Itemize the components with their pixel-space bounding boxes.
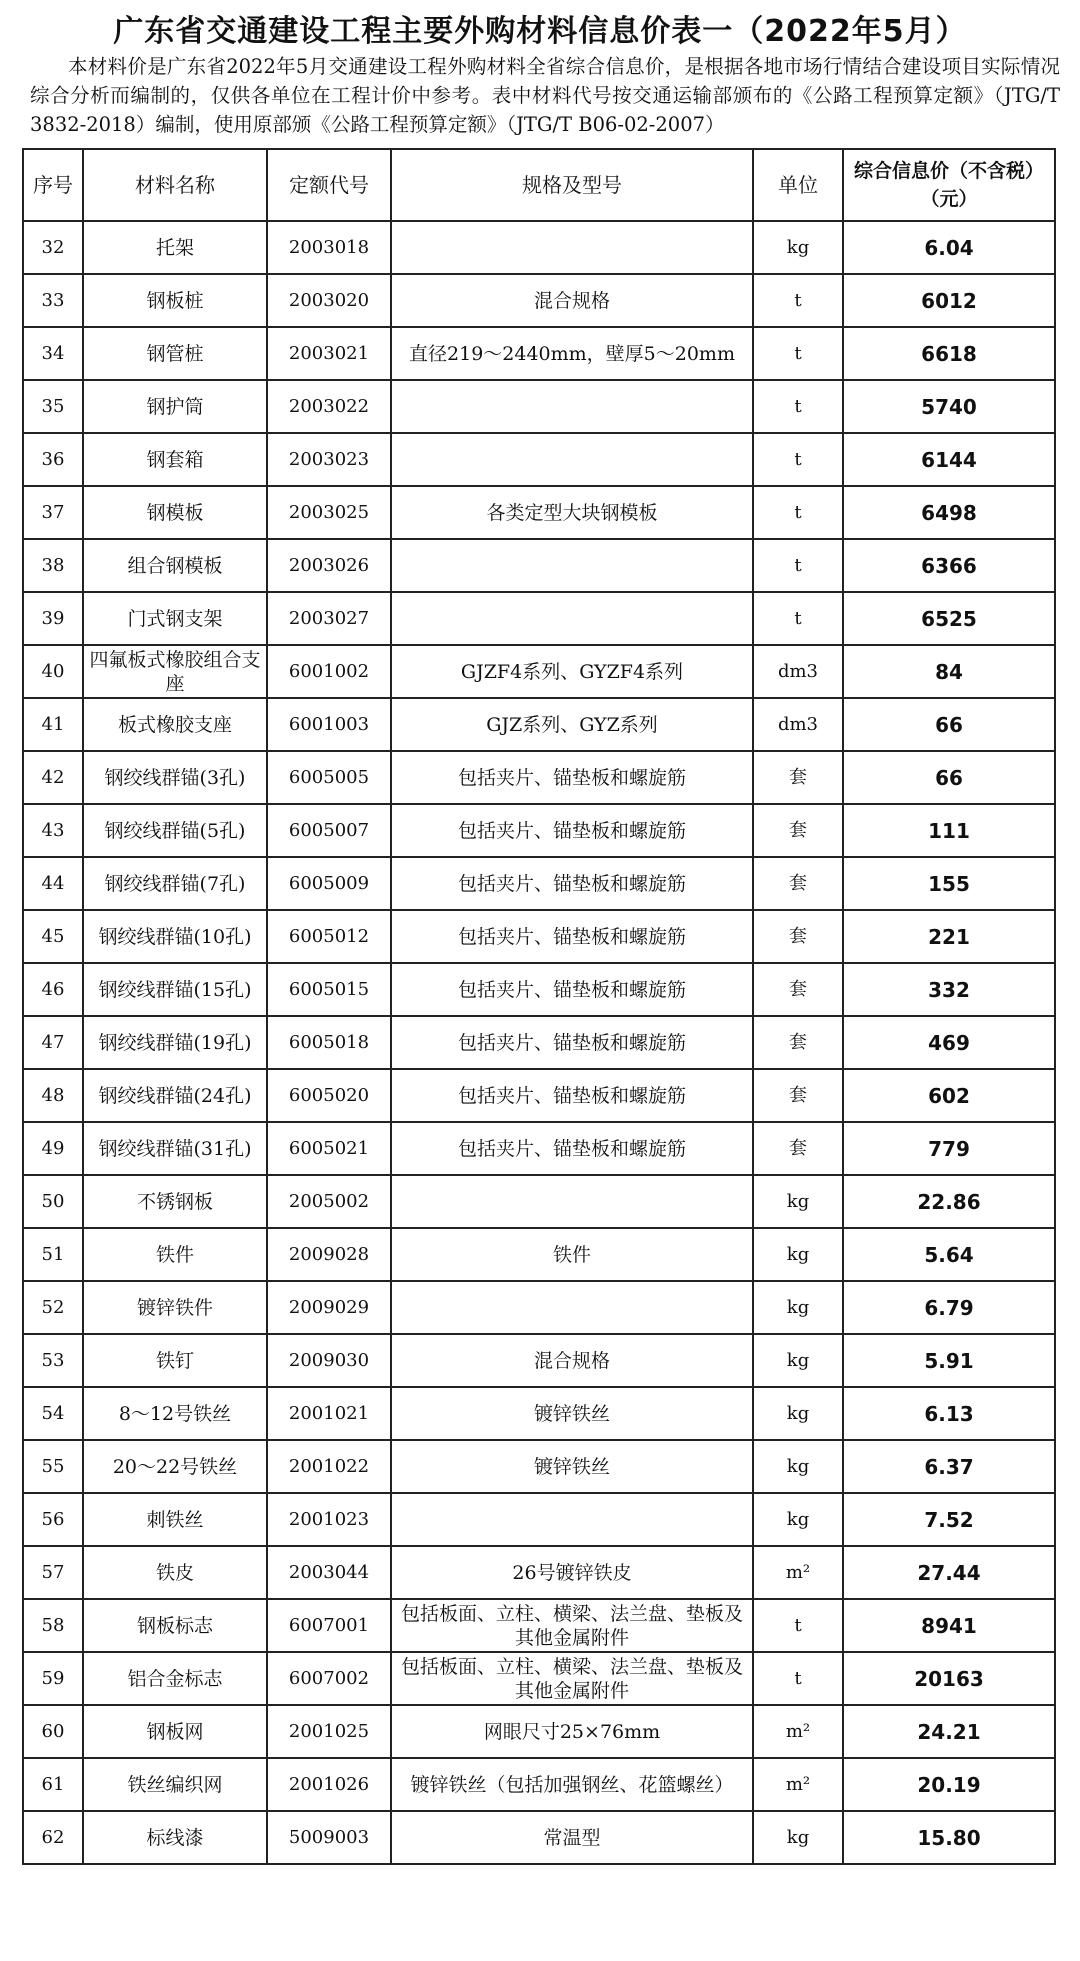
row-spec [391,1281,753,1334]
row-seq: 56 [23,1493,83,1546]
row-price: 6498 [843,486,1055,539]
row-seq: 44 [23,857,83,910]
row-seq: 33 [23,274,83,327]
row-spec [391,539,753,592]
page-title: 广东省交通建设工程主要外购材料信息价表一（2022年5月） [113,14,967,49]
row-seq: 41 [23,698,83,751]
row-unit: kg [753,1387,843,1440]
row-unit: kg [753,1228,843,1281]
row-price: 84 [843,645,1055,698]
row-name: 标线漆 [83,1811,267,1864]
row-name: 钢绞线群锚(15孔) [83,963,267,1016]
row-code: 2003026 [267,539,391,592]
row-spec: 网眼尺寸25×76mm [391,1705,753,1758]
row-price: 469 [843,1016,1055,1069]
row-spec [391,1493,753,1546]
row-seq: 36 [23,433,83,486]
table-row [23,1387,1055,1440]
row-unit: t [753,327,843,380]
row-name: 镀锌铁件 [83,1281,267,1334]
row-spec: 包括夹片、锚垫板和螺旋筋 [391,1122,753,1175]
row-price: 7.52 [843,1493,1055,1546]
row-code: 5009003 [267,1811,391,1864]
table-row [23,1493,1055,1546]
table-row [23,1122,1055,1175]
row-code: 2001023 [267,1493,391,1546]
row-unit: t [753,592,843,645]
row-name: 门式钢支架 [83,592,267,645]
row-unit: t [753,274,843,327]
row-name: 钢绞线群锚(7孔) [83,857,267,910]
row-code: 2009029 [267,1281,391,1334]
row-spec: 混合规格 [391,1334,753,1387]
row-spec: 常温型 [391,1811,753,1864]
row-unit: kg [753,1334,843,1387]
row-code: 2003021 [267,327,391,380]
header-name: 材料名称 [83,149,267,221]
table-row [23,433,1055,486]
row-price: 6.13 [843,1387,1055,1440]
row-code: 6005021 [267,1122,391,1175]
row-code: 6005009 [267,857,391,910]
row-code: 6007002 [267,1652,391,1705]
row-code: 2003022 [267,380,391,433]
table-row [23,327,1055,380]
row-name: 铁皮 [83,1546,267,1599]
row-seq: 35 [23,380,83,433]
row-name: 钢绞线群锚(5孔) [83,804,267,857]
row-unit: kg [753,1281,843,1334]
table-row [23,1228,1055,1281]
row-spec [391,221,753,274]
row-seq: 32 [23,221,83,274]
row-seq: 34 [23,327,83,380]
row-seq: 60 [23,1705,83,1758]
row-spec: 铁件 [391,1228,753,1281]
table-header-row [23,149,1055,221]
row-name: 钢绞线群锚(24孔) [83,1069,267,1122]
table-row [23,1705,1055,1758]
table-row [23,698,1055,751]
row-price: 6.04 [843,221,1055,274]
row-unit: kg [753,1811,843,1864]
row-seq: 46 [23,963,83,1016]
row-unit: m² [753,1758,843,1811]
row-price: 5.91 [843,1334,1055,1387]
row-seq: 42 [23,751,83,804]
row-name: 托架 [83,221,267,274]
row-price: 66 [843,698,1055,751]
row-spec [391,592,753,645]
row-spec: 包括夹片、锚垫板和螺旋筋 [391,1016,753,1069]
row-code: 6005018 [267,1016,391,1069]
row-unit: t [753,1652,843,1705]
row-seq: 52 [23,1281,83,1334]
row-name: 钢模板 [83,486,267,539]
row-seq: 49 [23,1122,83,1175]
table-row [23,1652,1055,1705]
table-row [23,804,1055,857]
row-code: 2003027 [267,592,391,645]
row-seq: 57 [23,1546,83,1599]
row-unit: t [753,539,843,592]
intro-paragraph: 本材料价是广东省2022年5月交通建设工程外购材料全省综合信息价，是根据各地市场行情结合建设项目实际情况综合分析而编制的，仅供各单位在工程计价中参考。表中材料代号按交通运输部颁布的《公路工程预算定额》（JTG/T 3832-2018）编制，使用原部颁《公路工程预算定额》（JTG/T B06-02-2007） [30,55,1060,136]
row-price: 24.21 [843,1705,1055,1758]
header-seq: 序号 [23,149,83,221]
row-price: 27.44 [843,1546,1055,1599]
row-code: 2003023 [267,433,391,486]
table-row [23,274,1055,327]
row-code: 2009028 [267,1228,391,1281]
row-unit: 套 [753,1069,843,1122]
row-name: 组合钢模板 [83,539,267,592]
row-seq: 55 [23,1440,83,1493]
row-name: 不锈钢板 [83,1175,267,1228]
row-unit: t [753,433,843,486]
row-price: 66 [843,751,1055,804]
row-seq: 58 [23,1599,83,1652]
row-seq: 48 [23,1069,83,1122]
row-code: 6005007 [267,804,391,857]
price-table [22,148,1056,1865]
row-unit: kg [753,221,843,274]
table-row [23,221,1055,274]
row-name: 钢护筒 [83,380,267,433]
row-spec: 包括夹片、锚垫板和螺旋筋 [391,857,753,910]
table-row [23,1175,1055,1228]
row-unit: dm3 [753,645,843,698]
table-row [23,1546,1055,1599]
row-unit: 套 [753,1016,843,1069]
row-unit: t [753,486,843,539]
row-spec: 包括板面、立柱、横梁、法兰盘、垫板及其他金属附件 [391,1599,753,1652]
row-code: 6001003 [267,698,391,751]
table-row [23,1334,1055,1387]
row-price: 6525 [843,592,1055,645]
row-seq: 37 [23,486,83,539]
row-seq: 62 [23,1811,83,1864]
row-unit: m² [753,1546,843,1599]
row-spec [391,380,753,433]
row-name: 四氟板式橡胶组合支座 [83,645,267,698]
row-name: 8～12号铁丝 [83,1387,267,1440]
row-spec: GJZ系列、GYZ系列 [391,698,753,751]
row-unit: kg [753,1493,843,1546]
row-spec: 直径219～2440mm，壁厚5～20mm [391,327,753,380]
header-spec: 规格及型号 [391,149,753,221]
row-name: 铁钉 [83,1334,267,1387]
row-code: 6001002 [267,645,391,698]
row-seq: 51 [23,1228,83,1281]
row-unit: t [753,1599,843,1652]
row-code: 2009030 [267,1334,391,1387]
row-price: 602 [843,1069,1055,1122]
row-code: 6005015 [267,963,391,1016]
row-spec: 包括板面、立柱、横梁、法兰盘、垫板及其他金属附件 [391,1652,753,1705]
row-spec: 各类定型大块钢模板 [391,486,753,539]
row-name: 铝合金标志 [83,1652,267,1705]
row-unit: 套 [753,857,843,910]
row-spec: 包括夹片、锚垫板和螺旋筋 [391,804,753,857]
row-name: 钢套箱 [83,433,267,486]
row-unit: kg [753,1175,843,1228]
row-seq: 38 [23,539,83,592]
row-code: 2005002 [267,1175,391,1228]
header-unit: 单位 [753,149,843,221]
row-spec [391,1175,753,1228]
row-unit: kg [753,1440,843,1493]
row-name: 钢绞线群锚(3孔) [83,751,267,804]
header-price: 综合信息价（不含税）（元） [843,149,1055,221]
table-row [23,1599,1055,1652]
row-code: 2001022 [267,1440,391,1493]
row-seq: 53 [23,1334,83,1387]
row-name: 铁件 [83,1228,267,1281]
row-price: 779 [843,1122,1055,1175]
row-unit: 套 [753,910,843,963]
row-price: 6366 [843,539,1055,592]
row-spec: 26号镀锌铁皮 [391,1546,753,1599]
row-unit: 套 [753,963,843,1016]
row-spec [391,433,753,486]
row-price: 6144 [843,433,1055,486]
table-row [23,380,1055,433]
row-code: 2001025 [267,1705,391,1758]
row-seq: 54 [23,1387,83,1440]
table-row [23,963,1055,1016]
row-seq: 40 [23,645,83,698]
row-seq: 50 [23,1175,83,1228]
row-price: 332 [843,963,1055,1016]
header-code: 定额代号 [267,149,391,221]
row-code: 2003044 [267,1546,391,1599]
table-row [23,751,1055,804]
table-row [23,1758,1055,1811]
table-row [23,539,1055,592]
row-name: 钢板桩 [83,274,267,327]
row-name: 板式橡胶支座 [83,698,267,751]
row-unit: 套 [753,804,843,857]
row-seq: 39 [23,592,83,645]
row-name: 钢板网 [83,1705,267,1758]
row-spec: 混合规格 [391,274,753,327]
row-name: 20～22号铁丝 [83,1440,267,1493]
row-unit: dm3 [753,698,843,751]
row-code: 2003020 [267,274,391,327]
row-price: 15.80 [843,1811,1055,1864]
row-code: 6005020 [267,1069,391,1122]
row-code: 6005005 [267,751,391,804]
row-code: 2001026 [267,1758,391,1811]
table-row [23,645,1055,698]
row-price: 111 [843,804,1055,857]
row-code: 6007001 [267,1599,391,1652]
table-row [23,592,1055,645]
row-code: 2001021 [267,1387,391,1440]
row-name: 钢管桩 [83,327,267,380]
row-seq: 59 [23,1652,83,1705]
row-name: 钢板标志 [83,1599,267,1652]
row-spec: GJZF4系列、GYZF4系列 [391,645,753,698]
row-name: 钢绞线群锚(10孔) [83,910,267,963]
row-name: 刺铁丝 [83,1493,267,1546]
row-code: 2003025 [267,486,391,539]
row-name: 铁丝编织网 [83,1758,267,1811]
row-price: 22.86 [843,1175,1055,1228]
row-price: 6.37 [843,1440,1055,1493]
row-unit: t [753,380,843,433]
row-seq: 43 [23,804,83,857]
row-price: 155 [843,857,1055,910]
row-price: 20163 [843,1652,1055,1705]
row-unit: m² [753,1705,843,1758]
row-spec: 镀锌铁丝 [391,1440,753,1493]
row-price: 8941 [843,1599,1055,1652]
row-spec: 包括夹片、锚垫板和螺旋筋 [391,751,753,804]
row-price: 5.64 [843,1228,1055,1281]
row-price: 5740 [843,380,1055,433]
row-price: 6618 [843,327,1055,380]
row-price: 20.19 [843,1758,1055,1811]
table-row [23,1281,1055,1334]
table-row [23,486,1055,539]
row-price: 221 [843,910,1055,963]
table-row [23,1811,1055,1864]
row-code: 6005012 [267,910,391,963]
row-spec: 包括夹片、锚垫板和螺旋筋 [391,1069,753,1122]
row-seq: 45 [23,910,83,963]
table-row [23,857,1055,910]
row-seq: 61 [23,1758,83,1811]
row-unit: 套 [753,751,843,804]
row-spec: 包括夹片、锚垫板和螺旋筋 [391,910,753,963]
table-row [23,910,1055,963]
table-row [23,1440,1055,1493]
row-unit: 套 [753,1122,843,1175]
row-spec: 包括夹片、锚垫板和螺旋筋 [391,963,753,1016]
row-price: 6012 [843,274,1055,327]
table-row [23,1069,1055,1122]
row-price: 6.79 [843,1281,1055,1334]
row-code: 2003018 [267,221,391,274]
row-name: 钢绞线群锚(19孔) [83,1016,267,1069]
row-spec: 镀锌铁丝（包括加强钢丝、花篮螺丝） [391,1758,753,1811]
row-spec: 镀锌铁丝 [391,1387,753,1440]
table-row [23,1016,1055,1069]
row-seq: 47 [23,1016,83,1069]
row-name: 钢绞线群锚(31孔) [83,1122,267,1175]
